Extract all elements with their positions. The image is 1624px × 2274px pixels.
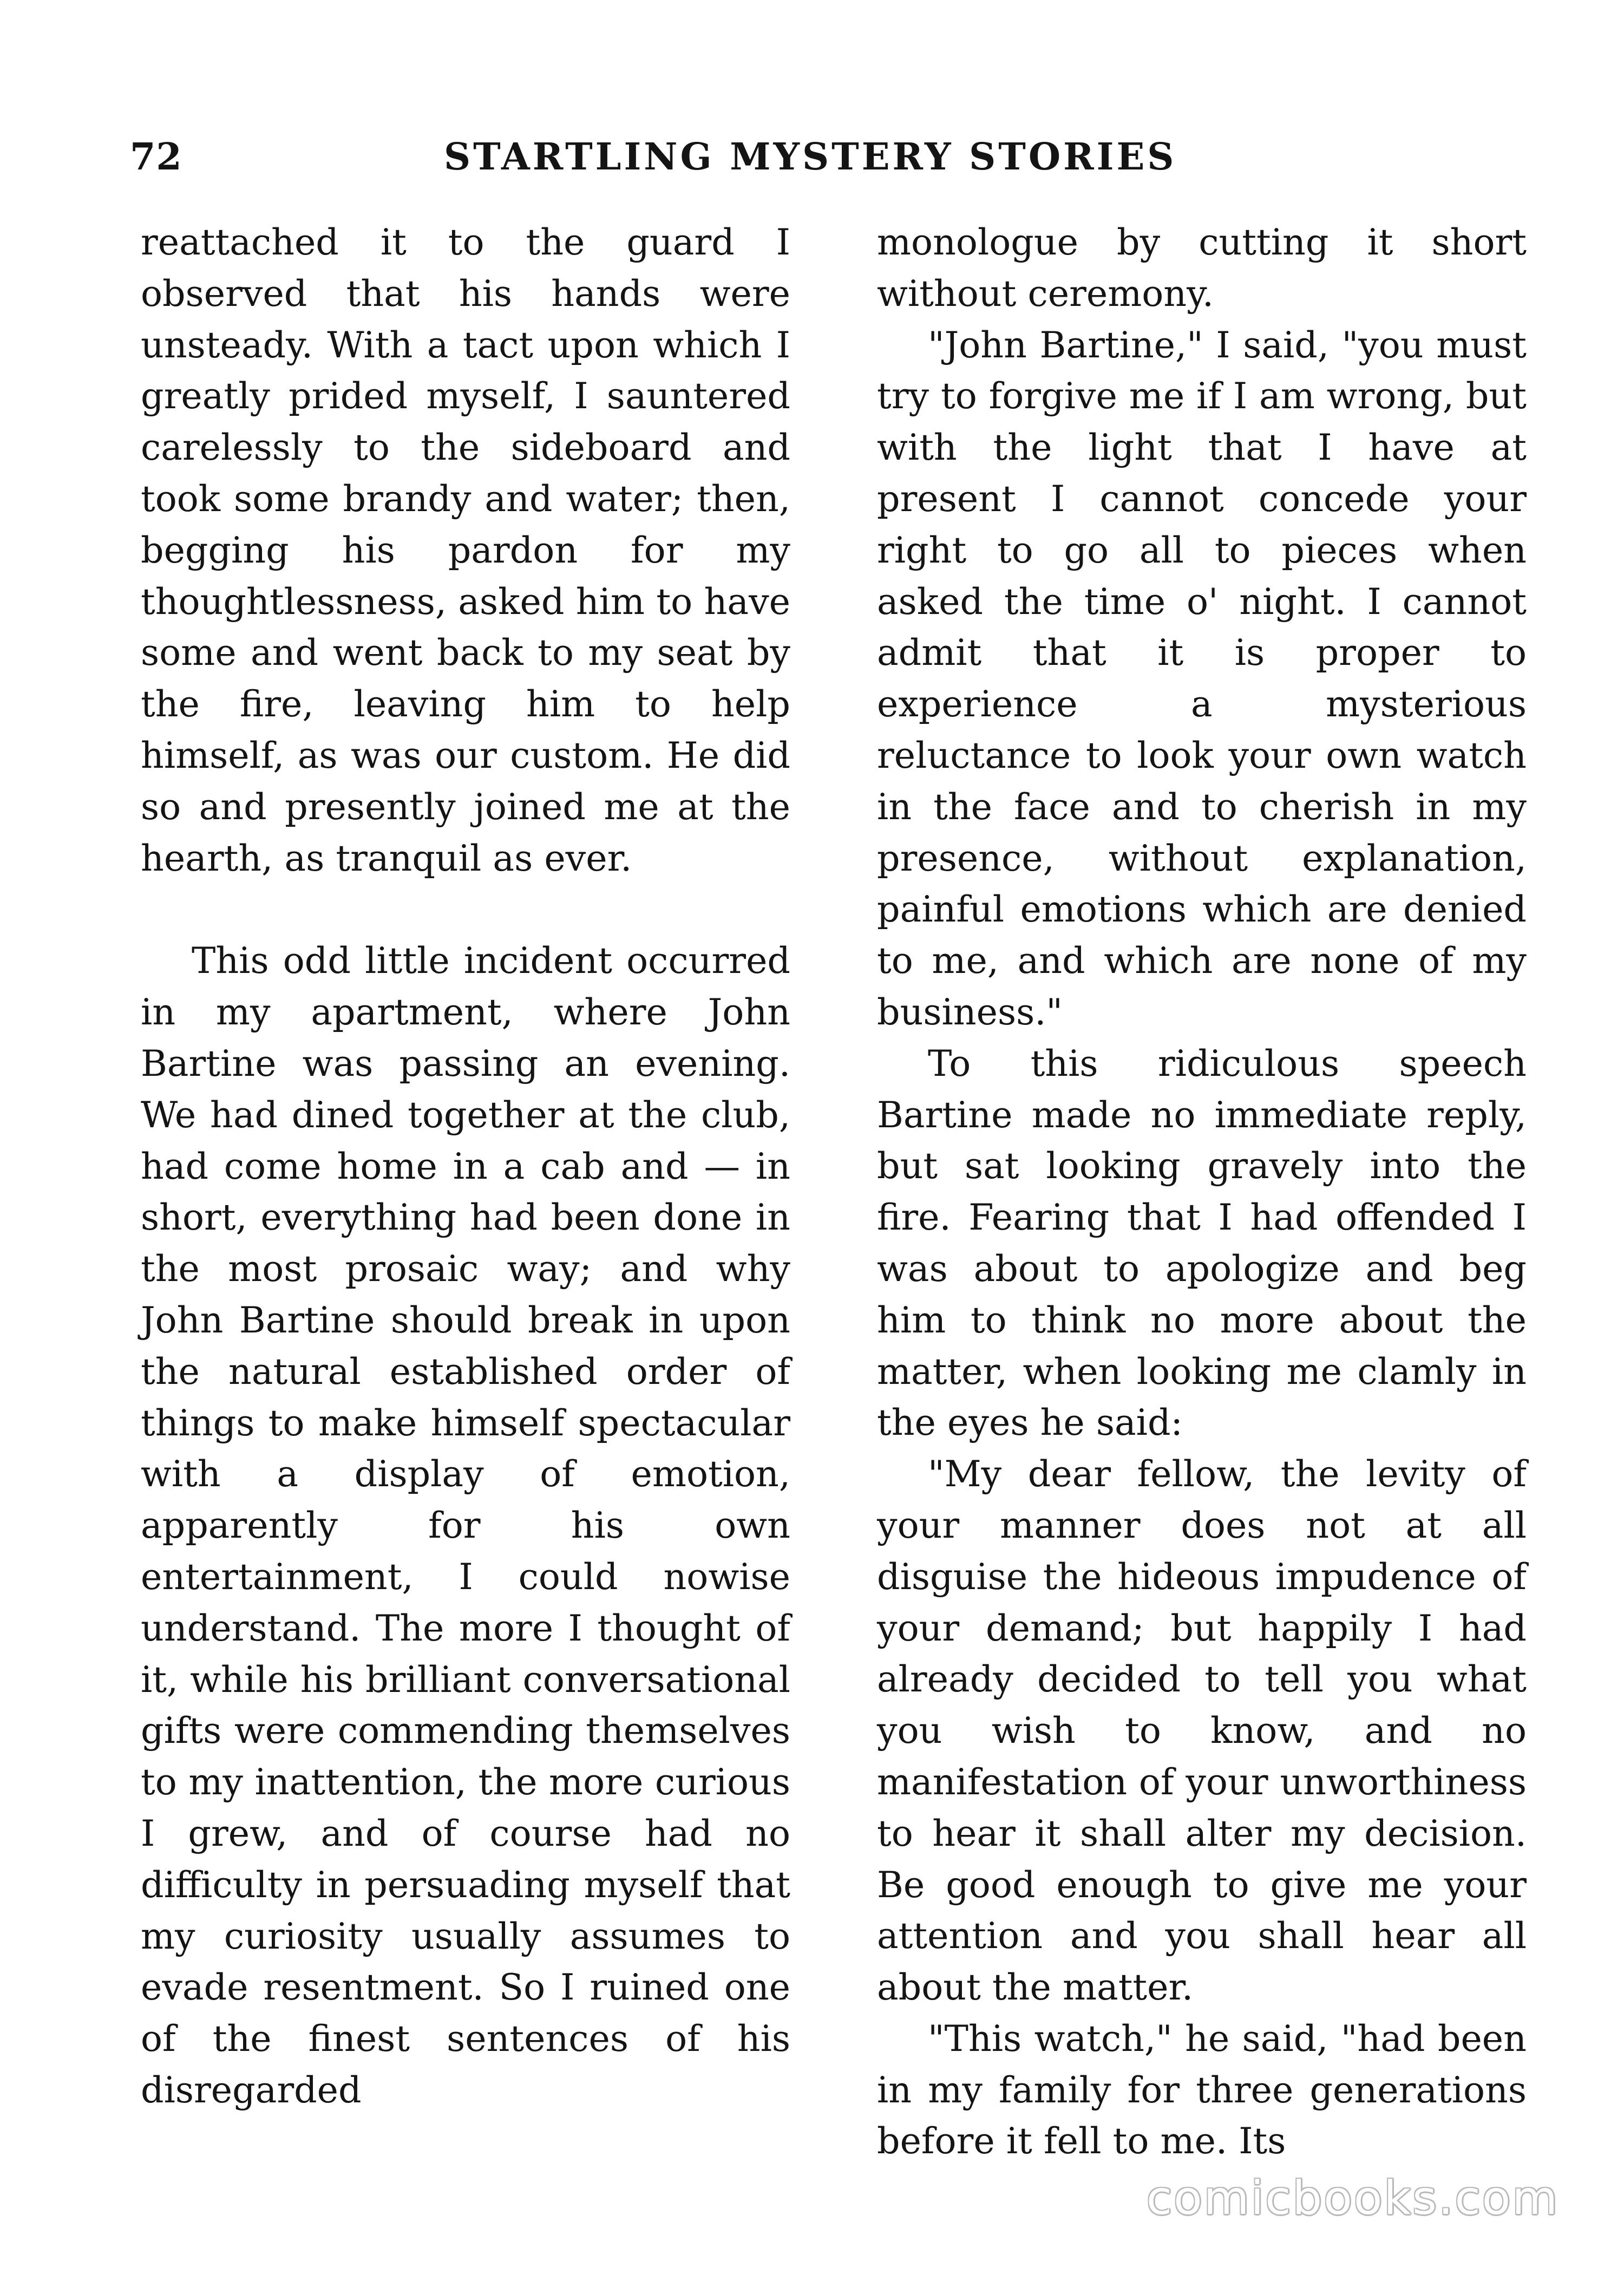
paragraph: monologue by cutting it short without ceremony. (877, 221, 1527, 315)
paragraph: This odd little incident occurred in my apartment, where John Bartine was passing an evening. We had dined together at the club, had come home in a cab and — in short, everything had been done in the most prosaic way; and why John Bartine should break in upon the natural established order of things to make himself spectacular with a display of emotion, apparently for his own entertainment, I could nowise understand. The more I thought of it, while his brilliant conversational gifts were commending themselves to my inattention, the more curious I grew, and of course had no difficulty in persuading myself that my curiosity usually assumes to evade resentment. So I ruined one of the finest sentences of his disregarded (141, 939, 790, 2111)
page-number: 72 (130, 135, 182, 179)
paragraph: "My dear fellow, the levity of your manner does not at all disguise the hideous impudence of your demand; but happily I had already decided to tell you what you wish to know, and no manifestation of your unworthiness to hear it shall alter my decision. Be good enough to give me your attention and you shall hear all about the matter. (877, 1453, 1527, 2009)
watermark: comicbooks.com (1146, 2171, 1559, 2225)
paragraph: To this ridiculous speech Bartine made no immediate reply, but sat looking gravely into the fire. Fearing that I had offended I was about to apologize and beg him to think no more about the matter, when looking me clamly in the eyes he said: (877, 1042, 1527, 1444)
paragraph: "John Bartine," I said, "you must try to forgive me if I am wrong, but with the light that I have at present I cannot concede your right to go all to pieces when asked the time o' night. I cannot admit that it is proper to experience a mysterious reluctance to look your own watch in the face and to cherish in my presence, without explanation, painful emotions which are denied to me, and which are none of my business." (877, 323, 1527, 1033)
left-column (141, 217, 790, 2116)
page-header (130, 135, 1505, 195)
paragraph: "This watch," he said, "had been in my family for three generations before it fell to me. Its (877, 2017, 1527, 2162)
right-column (877, 217, 1527, 2167)
running-title: STARTLING MYSTERY STORIES (444, 135, 1177, 179)
paragraph: reattached it to the guard I observed that his hands were unsteady. With a tact upon which I greatly prided myself, I sauntered carelessly to the sideboard and took some brandy and water; then, begging his pardon for my thoughtlessness, asked him to have some and went back to my seat by the fire, leaving him to help himself, as was our custom. He did so and presently joined me at the hearth, as tranquil as ever. (141, 221, 790, 879)
